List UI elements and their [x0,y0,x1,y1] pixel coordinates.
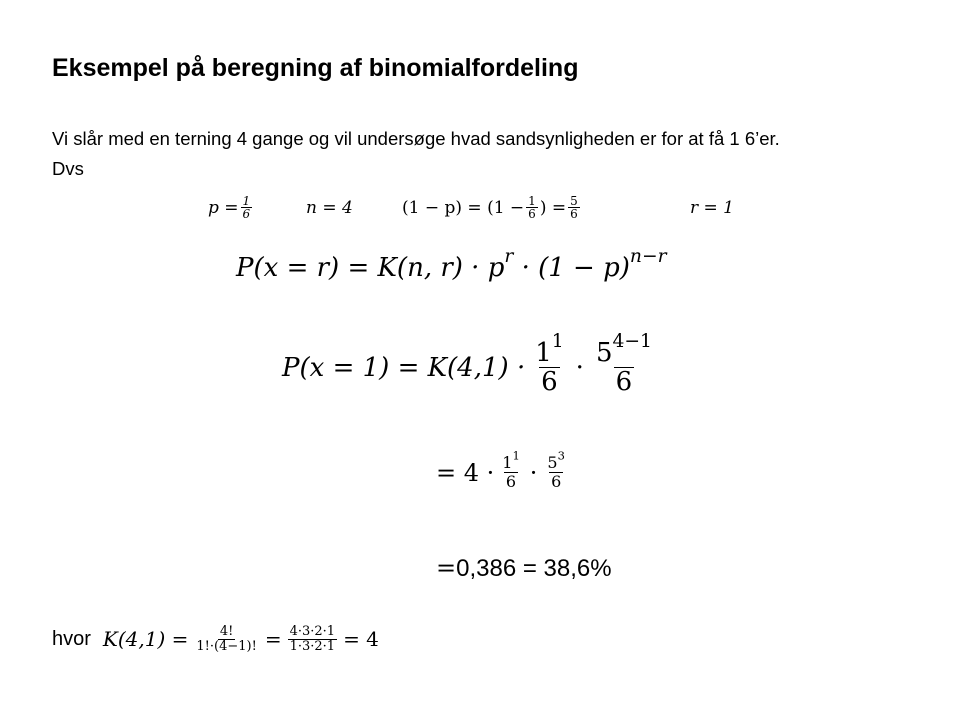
intro-text: Vi slår med en terning 4 gange og vil undersøge hvad sandsynligheden er for at få 1 6’er. [52,128,780,149]
fraction: $\frac{5}{6}$ [570,193,578,222]
dvs-text: Dvs [52,158,84,179]
param-p: p = $\frac{1}{6}$ [208,193,251,222]
fraction: $\frac{5^{4-1}}{6}$ [595,330,652,398]
result-line: =0,386 = 38,6% [436,554,612,582]
param-n: n = 4 [306,198,353,218]
fraction: $\frac{4\cdot 3\cdot 2\cdot 1}{1\cdot 3\cdot 2\cdot 1}$ [289,624,336,654]
simplified-line: = 4 · $\frac{1^1}{6}$ · $\frac{5^3}{6}$ [436,448,565,491]
applied-formula: P(x = 1) = K(4,1) · $\frac{1^1}{6}$ · $\frac{5^{4-1}}{6}$ [282,330,652,398]
param-r: r = 1 [690,198,734,218]
fraction: $\frac{5^3}{6}$ [547,448,565,491]
binomial-formula: P(x = r) = K(n, $r) \cdot p^r \cdot (1 - p)^{n-r}$ [236,245,667,283]
fraction: $\frac{1^1}{6}$ [502,448,520,491]
fraction: $\frac{1^1}{6}$ [535,330,564,398]
fraction: $\frac{4!}{1!\cdot(4-1)!}$ [196,624,257,654]
fraction: $\frac{1}{6}$ [242,193,251,222]
slide-title: Eksempel på beregning af binomialfordeling [52,54,579,82]
binomial-coefficient-line: hvor K(4,1) = $\frac{4!}{1!\cdot(4-1)!}$ = $\frac{4\cdot 3\cdot 2\cdot 1}{1\cdot 3\cdot 2\cdot 1}$ = 4 [52,624,379,654]
fraction: $\frac{1}{6}$ [528,193,536,222]
param-q: (1 − p) = (1 − $\frac{1}{6}$ ) = $\frac{5}{6}$ [402,193,578,222]
